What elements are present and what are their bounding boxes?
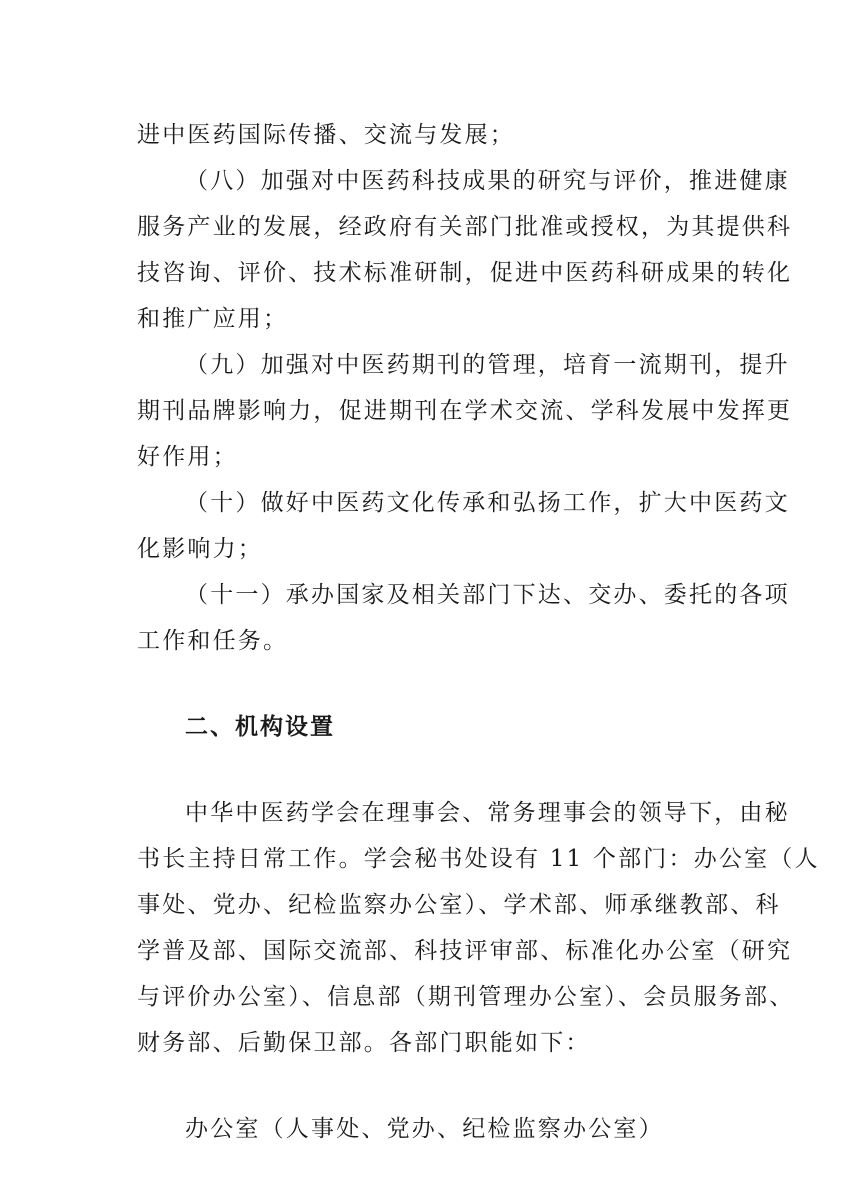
paragraph-line: 事处、党办、纪检监察办公室）、学术部、师承继教部、科: [137, 892, 781, 918]
paragraph-line: 财务部、后勤保卫部。各部门职能如下：: [137, 1030, 591, 1056]
section-gap: [137, 664, 721, 704]
paragraph-line: 服务产业的发展，经政府有关部门批准或授权，为其提供科: [137, 214, 793, 240]
section-gap: [137, 1066, 721, 1106]
paragraph-line: 中华中医药学会在理事会、常务理事会的领导下，由秘: [185, 800, 790, 826]
paragraph-line: （十一）承办国家及相关部门下达、交办、委托的各项: [185, 582, 790, 608]
section-heading: 二、机构设置: [185, 714, 335, 740]
paragraph-line: 书长主持日常工作。学会秘书处设有 11 个部门：办公室（人: [137, 846, 820, 872]
document-body: [137, 112, 820, 1152]
paragraph-line: 技咨询、评价、技术标准研制，促进中医药科研成果的转化: [137, 260, 793, 286]
paragraph-line: 化影响力；: [137, 536, 263, 562]
paragraph-line: （十）做好中医药文化传承和弘扬工作，扩大中医药文: [185, 490, 790, 516]
paragraph-line: 工作和任务。: [137, 628, 289, 654]
paragraph-line: 进中医药国际传播、交流与发展；: [137, 122, 515, 148]
paragraph-line: （九）加强对中医药期刊的管理，培育一流期刊，提升: [185, 352, 790, 378]
subsection-heading: 办公室（人事处、党办、纪检监察办公室）: [185, 1116, 664, 1142]
paragraph-line: 好作用；: [137, 444, 238, 470]
paragraph-line: 与评价办公室）、信息部（期刊管理办公室）、会员服务部、: [137, 984, 795, 1010]
paragraph-line: 和推广应用；: [137, 306, 289, 332]
paragraph-line: 期刊品牌影响力，促进期刊在学术交流、学科发展中发挥更: [137, 398, 793, 424]
section-gap: [137, 750, 721, 790]
paragraph-line: 学普及部、国际交流部、科技评审部、标准化办公室（研究: [137, 938, 793, 964]
paragraph-line: （八）加强对中医药科技成果的研究与评价，推进健康: [185, 168, 790, 194]
